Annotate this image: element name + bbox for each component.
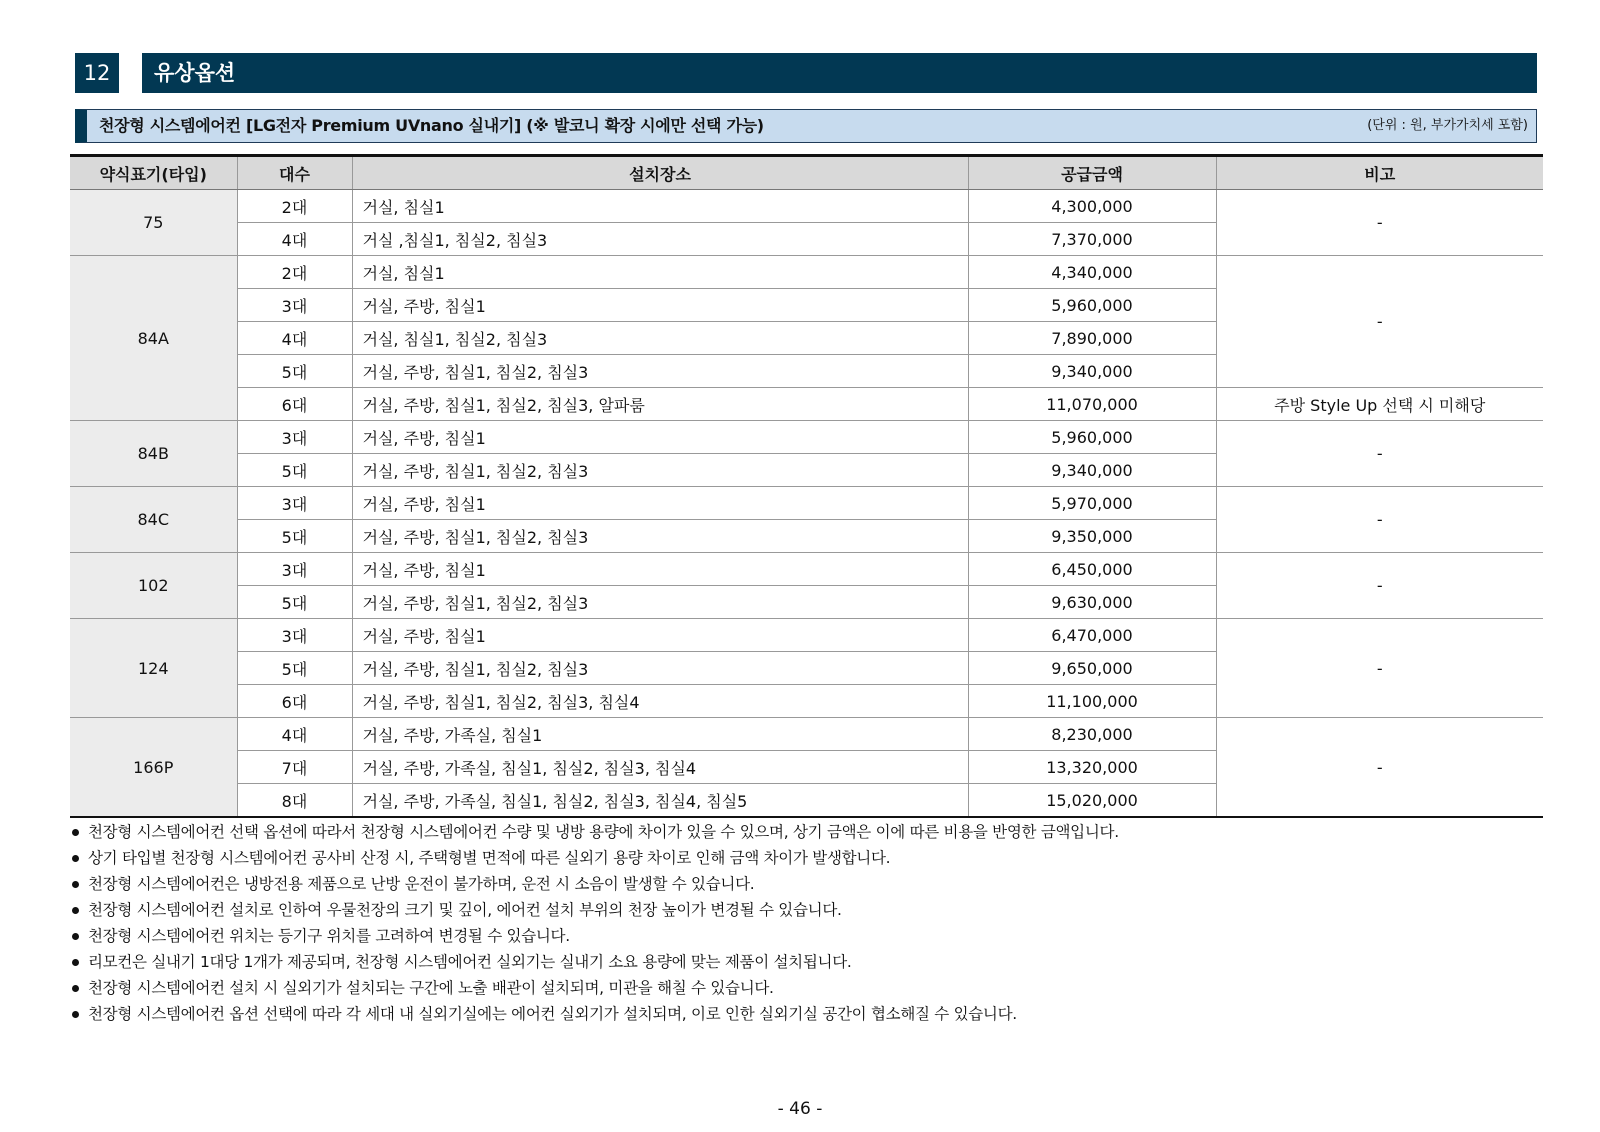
price-cell: 11,100,000: [968, 685, 1216, 718]
remarks-cell: 주방 Style Up 선택 시 미해당: [1216, 388, 1543, 421]
location-cell: 거실, 주방, 가족실, 침실1, 침실2, 침실3, 침실4, 침실5: [352, 784, 968, 818]
location-cell: 거실, 침실1: [352, 256, 968, 289]
location-cell: 거실, 주방, 침실1, 침실2, 침실3: [352, 454, 968, 487]
units-cell: 6대: [237, 388, 352, 421]
note-item: 리모컨은 실내기 1대당 1개가 제공되며, 천장형 시스템에어컨 실외기는 실내기 소요 용량에 맞는 제품이 설치됩니다.: [72, 949, 1119, 975]
table-row: [70, 388, 1543, 421]
units-cell: 5대: [237, 355, 352, 388]
price-cell: 9,630,000: [968, 586, 1216, 619]
location-cell: 거실, 주방, 침실1, 침실2, 침실3, 알파룸: [352, 388, 968, 421]
price-cell: 5,960,000: [968, 289, 1216, 322]
price-cell: 11,070,000: [968, 388, 1216, 421]
location-cell: 거실, 주방, 침실1, 침실2, 침실3: [352, 520, 968, 553]
page-number: - 46 -: [777, 1099, 823, 1119]
note-item: 천장형 시스템에어컨 설치로 인하여 우물천장의 크기 및 깊이, 에어컨 설치 부위의 천장 높이가 변경될 수 있습니다.: [72, 897, 1119, 923]
units-cell: 3대: [237, 487, 352, 520]
price-cell: 9,350,000: [968, 520, 1216, 553]
price-cell: 4,340,000: [968, 256, 1216, 289]
price-cell: 13,320,000: [968, 751, 1216, 784]
units-cell: 3대: [237, 289, 352, 322]
remarks-cell: -: [1216, 190, 1543, 256]
unit-note: (단위 : 원, 부가가치세 포함): [1367, 118, 1528, 133]
location-cell: 거실, 침실1, 침실2, 침실3: [352, 322, 968, 355]
table-subheader: [75, 109, 1537, 143]
location-cell: 거실, 주방, 침실1, 침실2, 침실3: [352, 355, 968, 388]
location-cell: 거실, 주방, 침실1: [352, 289, 968, 322]
units-cell: 4대: [237, 718, 352, 751]
remarks-cell: -: [1216, 256, 1543, 388]
price-cell: 9,340,000: [968, 355, 1216, 388]
units-cell: 3대: [237, 421, 352, 454]
remarks-cell: -: [1216, 421, 1543, 487]
price-cell: 4,300,000: [968, 190, 1216, 223]
units-cell: 5대: [237, 520, 352, 553]
price-cell: 6,450,000: [968, 553, 1216, 586]
location-cell: 거실, 주방, 침실1: [352, 487, 968, 520]
units-cell: 6대: [237, 685, 352, 718]
note-item: 천장형 시스템에어컨 위치는 등기구 위치를 고려하여 변경될 수 있습니다.: [72, 923, 1119, 949]
units-cell: 3대: [237, 619, 352, 652]
notes-list: [72, 819, 1119, 1027]
option-price-table: [70, 154, 1543, 818]
header-location: 설치장소: [352, 156, 968, 190]
header-units: 대수: [237, 156, 352, 190]
location-cell: 거실, 침실1: [352, 190, 968, 223]
price-cell: 7,890,000: [968, 322, 1216, 355]
header-remarks: 비고: [1216, 156, 1543, 190]
section-header: [75, 53, 1537, 93]
price-cell: 5,960,000: [968, 421, 1216, 454]
type-cell: 166P: [70, 718, 237, 818]
price-cell: 8,230,000: [968, 718, 1216, 751]
table-row: [70, 487, 1543, 520]
units-cell: 4대: [237, 223, 352, 256]
section-number: 12: [75, 53, 119, 93]
location-cell: 거실, 주방, 침실1, 침실2, 침실3: [352, 586, 968, 619]
price-cell: 6,470,000: [968, 619, 1216, 652]
location-cell: 거실, 주방, 침실1: [352, 553, 968, 586]
note-item: 천장형 시스템에어컨 선택 옵션에 따라서 천장형 시스템에어컨 수량 및 냉방 용량에 차이가 있을 수 있으며, 상기 금액은 이에 따른 비용을 반영한 금액입니다.: [72, 819, 1119, 845]
table-row: [70, 619, 1543, 652]
location-cell: 거실, 주방, 침실1, 침실2, 침실3: [352, 652, 968, 685]
section-title: 유상옵션: [142, 53, 1537, 93]
remarks-cell: -: [1216, 553, 1543, 619]
price-cell: 5,970,000: [968, 487, 1216, 520]
type-cell: 102: [70, 553, 237, 619]
units-cell: 2대: [237, 256, 352, 289]
units-cell: 5대: [237, 586, 352, 619]
table-row: [70, 256, 1543, 289]
units-cell: 5대: [237, 454, 352, 487]
price-cell: 7,370,000: [968, 223, 1216, 256]
units-cell: 4대: [237, 322, 352, 355]
location-cell: 거실, 주방, 침실1: [352, 421, 968, 454]
remarks-cell: -: [1216, 619, 1543, 718]
type-cell: 84A: [70, 256, 237, 421]
location-cell: 거실, 주방, 가족실, 침실1: [352, 718, 968, 751]
location-cell: 거실 ,침실1, 침실2, 침실3: [352, 223, 968, 256]
table-row: [70, 553, 1543, 586]
type-cell: 84C: [70, 487, 237, 553]
price-cell: 9,650,000: [968, 652, 1216, 685]
units-cell: 7대: [237, 751, 352, 784]
remarks-cell: -: [1216, 718, 1543, 818]
remarks-cell: -: [1216, 487, 1543, 553]
header-price: 공급금액: [968, 156, 1216, 190]
type-cell: 124: [70, 619, 237, 718]
price-cell: 15,020,000: [968, 784, 1216, 818]
table-row: [70, 718, 1543, 751]
note-item: 천장형 시스템에어컨은 냉방전용 제품으로 난방 운전이 불가하며, 운전 시 소음이 발생할 수 있습니다.: [72, 871, 1119, 897]
table-row: [70, 421, 1543, 454]
type-cell: 84B: [70, 421, 237, 487]
note-item: 천장형 시스템에어컨 설치 시 실외기가 설치되는 구간에 노출 배관이 설치되며, 미관을 해칠 수 있습니다.: [72, 975, 1119, 1001]
location-cell: 거실, 주방, 침실1: [352, 619, 968, 652]
note-item: 천장형 시스템에어컨 옵션 선택에 따라 각 세대 내 실외기실에는 에어컨 실외기가 설치되며, 이로 인한 실외기실 공간이 협소해질 수 있습니다.: [72, 1001, 1119, 1027]
units-cell: 5대: [237, 652, 352, 685]
note-item: 상기 타입별 천장형 시스템에어컨 공사비 산정 시, 주택형별 면적에 따른 실외기 용량 차이로 인해 금액 차이가 발생합니다.: [72, 845, 1119, 871]
location-cell: 거실, 주방, 침실1, 침실2, 침실3, 침실4: [352, 685, 968, 718]
header-type: 약식표기(타입): [70, 156, 237, 190]
type-cell: 75: [70, 190, 237, 256]
units-cell: 8대: [237, 784, 352, 818]
units-cell: 3대: [237, 553, 352, 586]
location-cell: 거실, 주방, 가족실, 침실1, 침실2, 침실3, 침실4: [352, 751, 968, 784]
table-title: 천장형 시스템에어컨 [LG전자 Premium UVnano 실내기] (※ 발코니 확장 시에만 선택 가능): [99, 116, 764, 135]
table-row: [70, 190, 1543, 223]
units-cell: 2대: [237, 190, 352, 223]
table-header-row: [70, 156, 1543, 190]
price-cell: 9,340,000: [968, 454, 1216, 487]
